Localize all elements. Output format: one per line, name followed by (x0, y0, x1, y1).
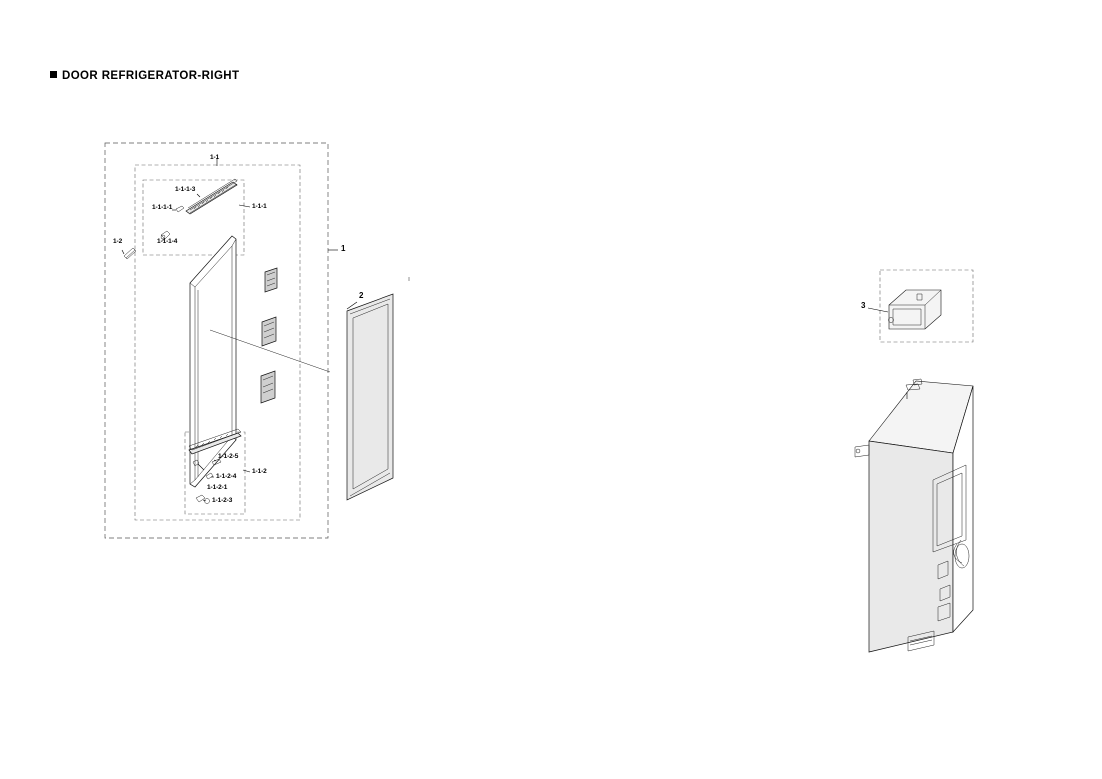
callout-1-1-2-5: 1-1-2-5 (218, 453, 239, 460)
callout-2: 2 (359, 291, 364, 300)
callout-1: 1 (341, 244, 346, 253)
callout-1-1-2-1: 1-1-2-1 (207, 484, 228, 491)
callout-1-1-1: 1-1-1 (252, 203, 267, 210)
callout-1-2: 1-2 (113, 238, 123, 245)
callout-1-1-2: 1-1-2 (252, 468, 267, 475)
part-door-gasket (347, 294, 393, 500)
part-door-bin-tray (868, 290, 941, 329)
part-door-foam-assembly (190, 236, 330, 487)
illustration-refrigerator-cabinet (855, 379, 973, 652)
callout-3: 3 (861, 301, 866, 310)
part-door-spacer (122, 248, 136, 259)
part-hinge-blocks (261, 268, 277, 403)
callout-1-1-2-4: 1-1-2-4 (216, 473, 237, 480)
page-title-text: DOOR REFRIGERATOR-RIGHT (62, 70, 240, 82)
callout-1-1-1-4: 1-1-1-4 (157, 238, 178, 245)
callout-1-1: 1-1 (210, 154, 220, 161)
callout-1-1-2-3: 1-1-2-3 (212, 497, 233, 504)
callout-1-1-1-3: 1-1-1-3 (175, 186, 196, 193)
callout-1-1-1-1: 1-1-1-1 (152, 204, 173, 211)
